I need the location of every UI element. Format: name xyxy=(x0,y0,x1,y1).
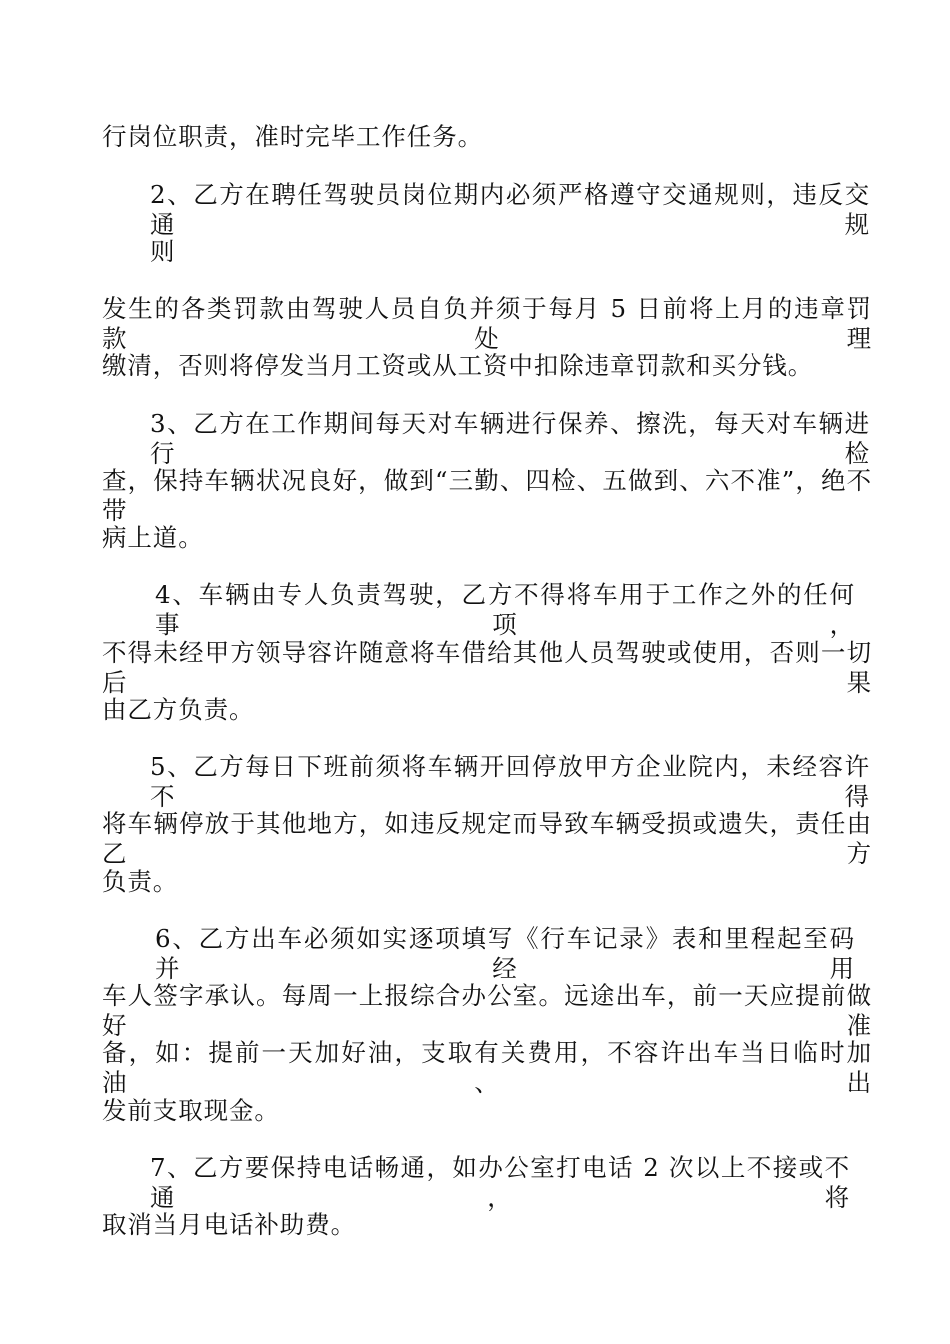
text-line: 发生的各类罚款由驾驶人员自负并须于每月 5 日前将上月的违章罚款处理 xyxy=(102,294,872,353)
text-line: 查，保持车辆状况良好，做到“三勤、四检、五做到、六不准”，绝不带 xyxy=(102,466,872,525)
text-line: 2、乙方在聘任驾驶员岗位期内必须严格遵守交通规则，违反交通规 xyxy=(150,180,870,239)
text-line: 不得未经甲方领导容许随意将车借给其他人员驾驶或使用，否则一切后果 xyxy=(102,638,872,697)
text-line: 将车辆停放于其他地方，如违反规定而导致车辆受损或遗失，责任由乙方 xyxy=(102,809,872,868)
text-line: 6、乙方出车必须如实逐项填写《行车记录》表和里程起至码并经用 xyxy=(155,924,855,983)
text-line: 缴清，否则将停发当月工资或从工资中扣除违章罚款和买分钱。 xyxy=(102,351,814,380)
text-line: 5、乙方每日下班前须将车辆开回停放甲方企业院内，未经容许不得 xyxy=(150,752,870,811)
text-line: 由乙方负责。 xyxy=(102,695,255,724)
text-line: 3、乙方在工作期间每天对车辆进行保养、擦洗，每天对车辆进行检 xyxy=(150,409,870,468)
text-line: 4、车辆由专人负责驾驶，乙方不得将车用于工作之外的任何事项， xyxy=(155,580,855,639)
text-line: 备，如：提前一天加好油，支取有关费用，不容许出车当日临时加油、出 xyxy=(102,1038,872,1097)
text-line: 发前支取现金。 xyxy=(102,1096,280,1125)
text-line: 则 xyxy=(150,237,176,266)
text-line: 负责。 xyxy=(102,867,179,896)
text-line: 行岗位职责，准时完毕工作任务。 xyxy=(102,122,483,151)
text-line: 病上道。 xyxy=(102,523,204,552)
text-line: 7、乙方要保持电话畅通，如办公室打电话 2 次以上不接或不通，将 xyxy=(150,1153,850,1212)
text-line: 车人签字承认。每周一上报综合办公室。远途出车，前一天应提前做好准 xyxy=(102,981,872,1040)
text-line: 取消当月电话补助费。 xyxy=(102,1210,356,1239)
